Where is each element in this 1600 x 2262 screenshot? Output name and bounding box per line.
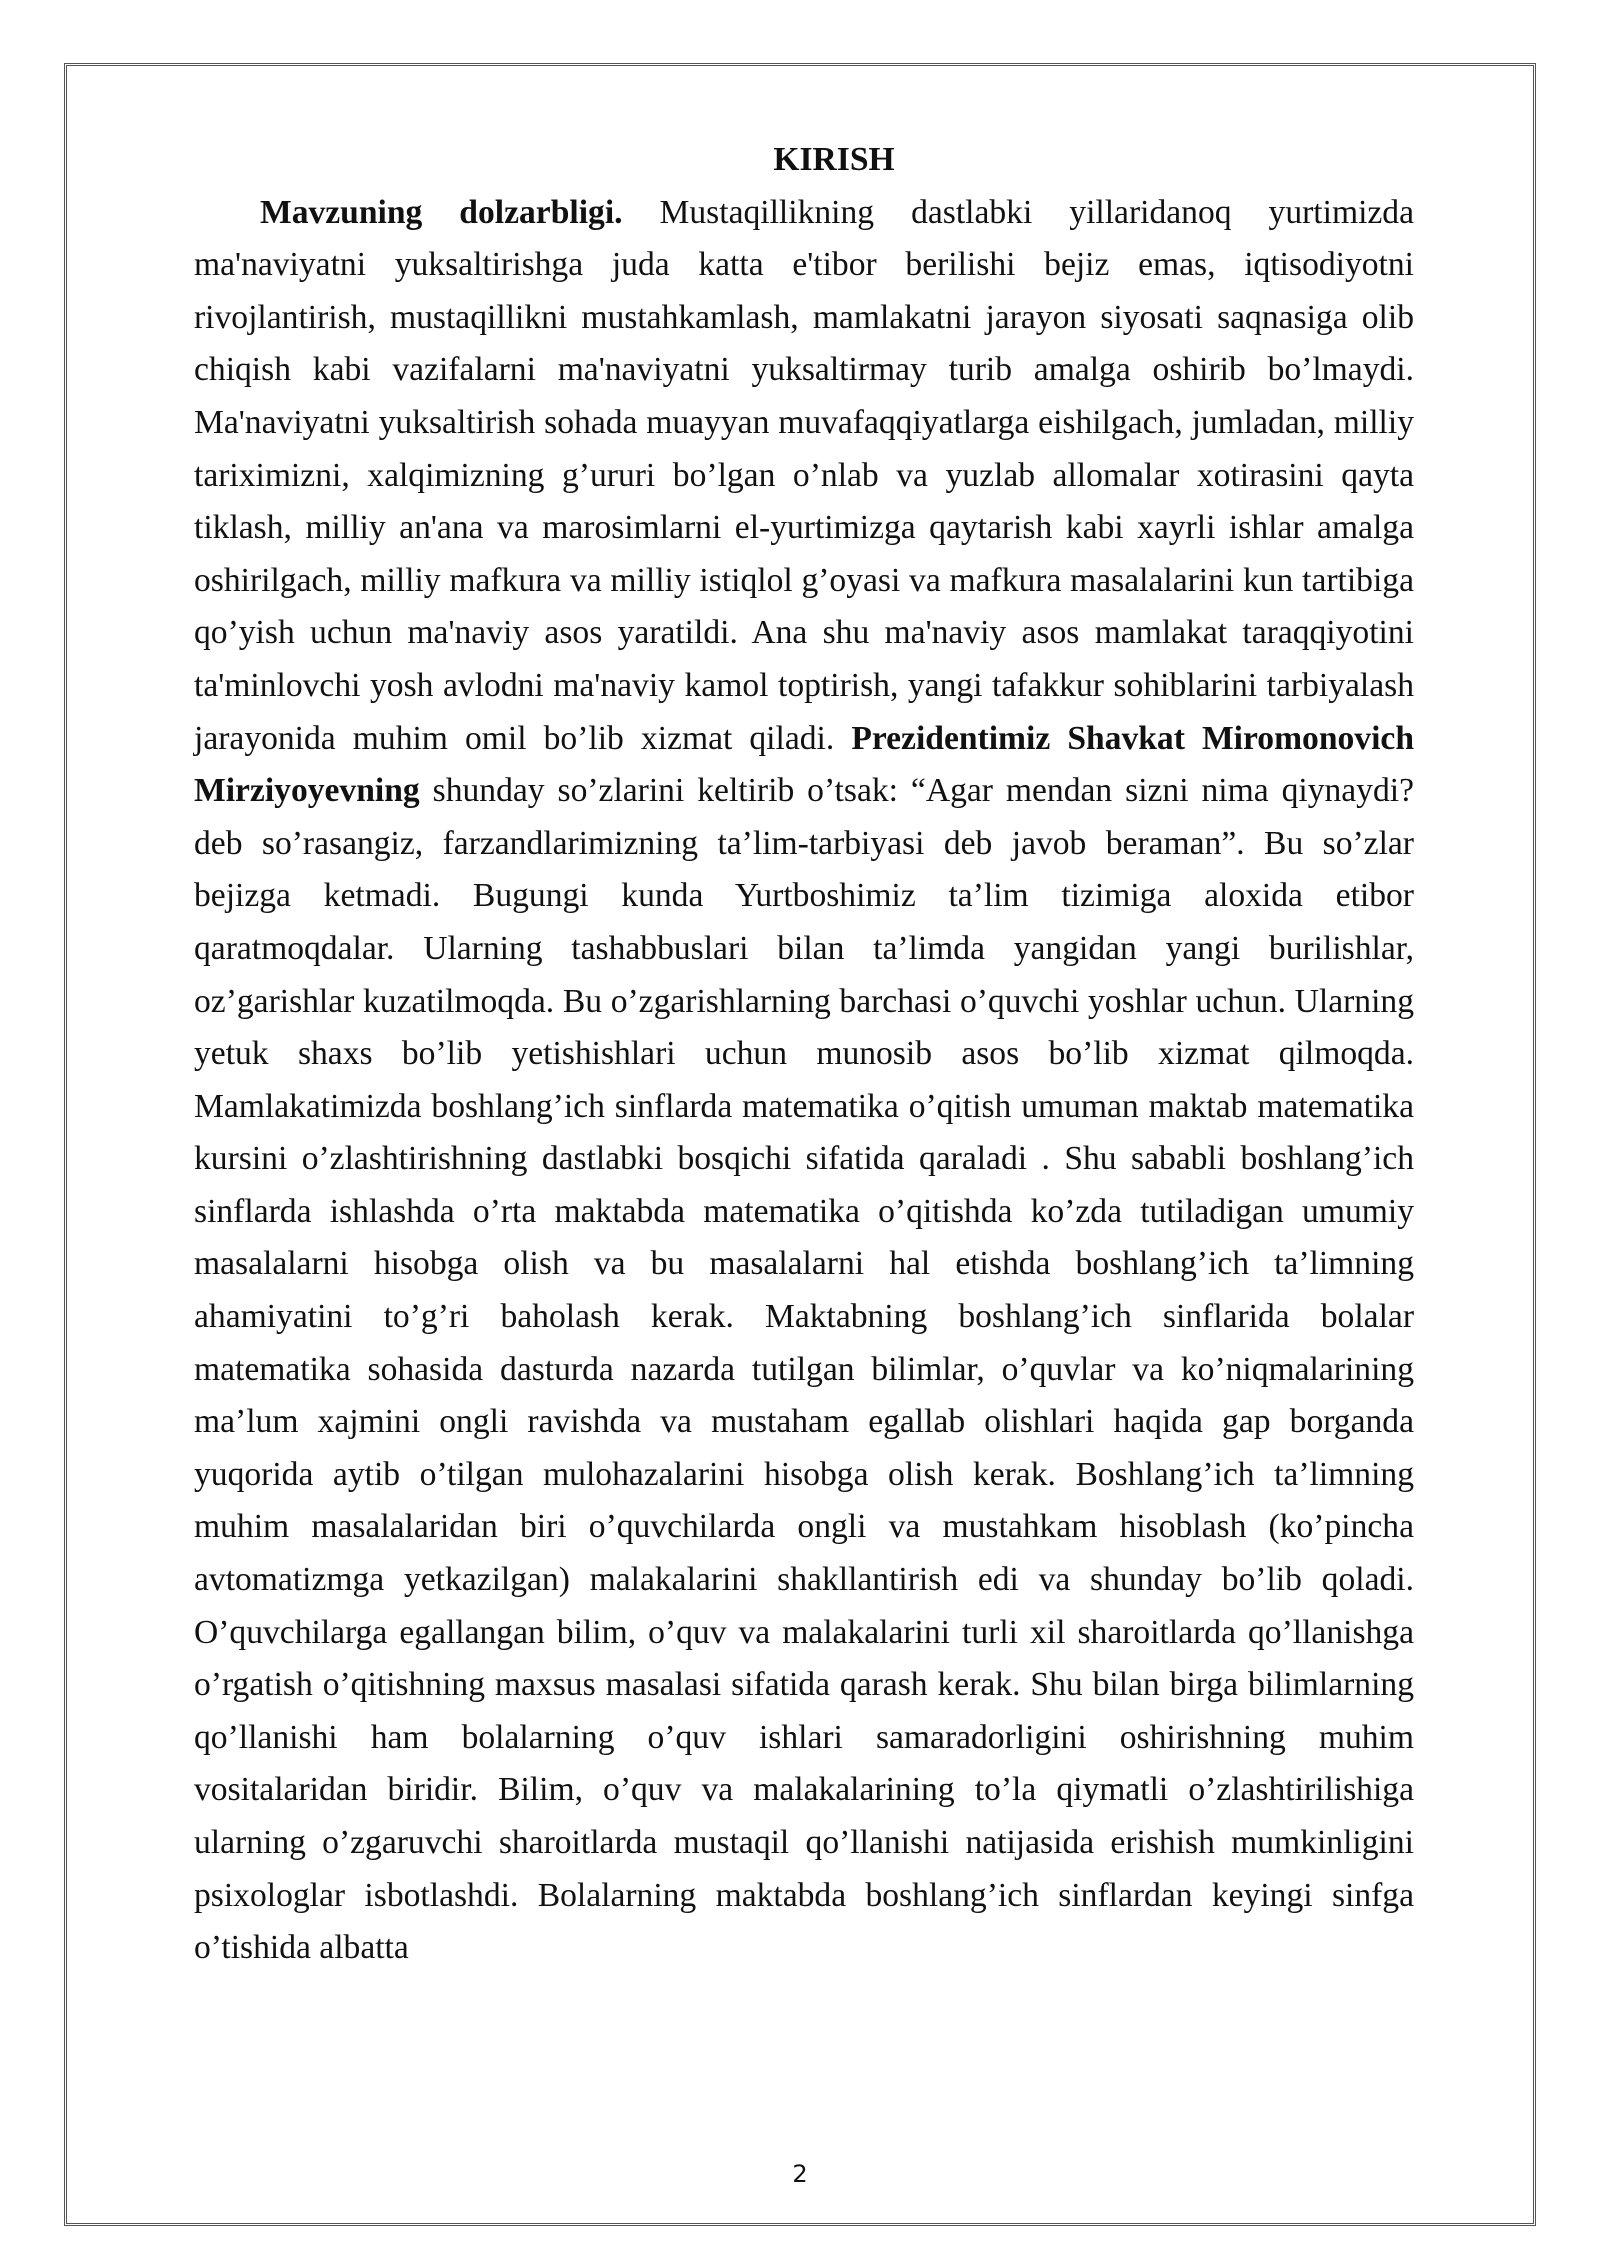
president-name: Prezidentimiz Shavkat Miromonovich Mirziyoyevning [194, 719, 1414, 810]
page-number: 2 [792, 2160, 808, 2188]
page-content [194, 134, 1414, 1975]
body-paragraph [194, 187, 1414, 1975]
topic-relevance-heading: Mavzuning dolzarbligi. [260, 193, 623, 231]
paragraph-text-part-1: Mustaqillikning dastlabki yillaridanoq yurtimizda ma'naviyatni yuksaltirishga juda katta e'tibor berilishi bejiz emas, iqtisodiyotni rivojlantirish, mustaqillikni mustahkamlash, mamlakatni jarayon siyosati saqnasiga olib chiqish kabi vazifalarni ma'naviyatni yuksaltirmay turib amalga oshirib bo’lmaydi. Ma'naviyatni yuksaltirish sohada muayyan muvafaqqiyatlarga eishilgach, jumladan, milliy tariximizni, xalqimizning g’ururi bo’lgan o’nlab va yuzlab allomalar xotirasini qayta tiklash, milliy an'ana va marosimlarni el-yurtimizga qaytarish kabi xayrli ishlar amalga oshirilgach, milliy mafkura va milliy istiqlol g’oyasi va mafkura masalalarini kun tartibiga qo’yish uchun ma'naviy asos yaratildi. Ana shu ma'naviy asos mamlakat taraqqiyotini ta'minlovchi yosh avlodni ma'naviy kamol toptirish, yangi tafakkur sohiblarini tarbiyalash jarayonida muhim omil bo’lib xizmat qiladi. [194, 193, 1414, 757]
page-title: KIRISH [773, 141, 895, 178]
paragraph-text-part-2: shunday so’zlarini keltirib o’tsak: “Agar mendan sizni nima qiynaydi? deb so’rasangiz, farzandlarimizning ta’lim-tarbiyasi deb javob beraman”. Bu so’zlar bejizga ketmadi. Bugungi kunda Yurtboshimiz ta’lim tizimiga aloxida etibor qaratmoqdalar. Ularning tashabbuslari bilan ta’limda yangidan yangi burilishlar, oz’garishlar kuzatilmoqda. Bu o’zgarishlarning barchasi o’quvchi yoshlar uchun. Ularning yetuk shaxs bo’lib yetishishlari uchun munosib asos bo’lib xizmat qilmoqda. Mamlakatimizda boshlang’ich sinflarda matematika o’qitish umuman maktab matematika kursini o’zlashtirishning dastlabki bosqichi sifatida qaraladi . Shu sababli boshlang’ich sinflarda ishlashda o’rta maktabda matematika o’qitishda ko’zda tutiladigan umumiy masalalarni hisobga olish va bu masalalarni hal etishda boshlang’ich ta’limning ahamiyatini to’g’ri baholash kerak. Maktabning boshlang’ich sinflarida bolalar matematika sohasida dasturda nazarda tutilgan bilimlar, o’quvlar va ko’niqmalarining ma’lum xajmini ongli ravishda va mustaham egallab olishlari haqida gap borganda yuqorida aytib o’tilgan mulohazalarini hisobga olish kerak. Boshlang’ich ta’limning muhim masalalaridan biri o’quvchilarda ongli va mustahkam hisoblash (ko’pincha avtomatizmga yetkazilgan) malakalarini shakllantirish edi va shunday bo’lib qoladi. O’quvchilarga egallangan bilim, o’quv va malakalarini turli xil sharoitlarda qo’llanishga o’rgatish o’qitishning maxsus masalasi sifatida qarash kerak. Shu bilan birga bilimlarning qo’llanishi ham bolalarning o’quv ishlari samaradorligini oshirishning muhim vositalaridan biridir. Bilim, o’quv va malakalarining to’la qiymatli o’zlashtirilishiga ularning o’zgaruvchi sharoitlarda mustaqil qo’llanishi natijasida erishish mumkinligini psixologlar isbotlashdi. Bolalarning maktabda boshlang’ich sinflardan keyingi sinfga o’tishida albatta [194, 772, 1414, 1967]
